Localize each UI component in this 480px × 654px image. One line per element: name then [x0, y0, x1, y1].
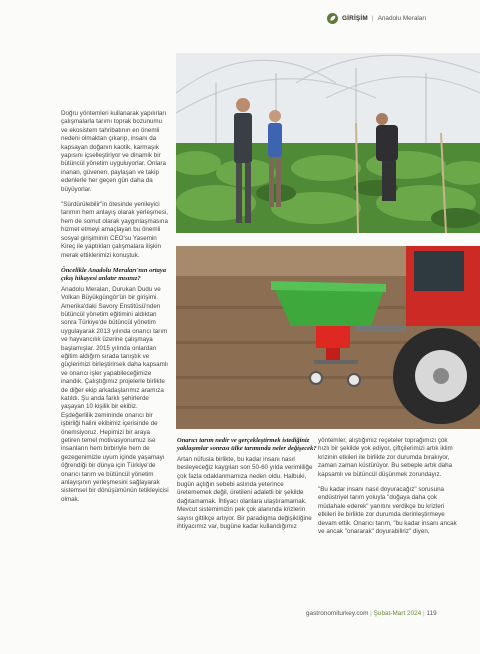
- interview-question: Öncelikle Anadolu Meraları'nın ortaya çıkış hikayesi anlatır mısınız?: [61, 266, 167, 283]
- greenhouse-photo: [176, 53, 480, 233]
- text-column-3: [318, 437, 460, 543]
- interview-answer: Artan nüfusla birlikte, bu kadar insanı nasıl besleyeceğiz kaygıları son 50-60 yılda verimliliğe çok fazla odaklanmamıza neden oldu. Halbuki, bugün açlığın sebebi aslında yeterince üretememek değil, üretileni adaletli bir şekilde dağıtamamak. İhtiyacı olanlara ulaştıramamak. Mevcut sistemimizin pek çok alanında krizlerin sayısı gittikçe artıyor. Bir paradigma değişikliğine ihtiyacımız var, bugüne kadar kullandığımız: [177, 455, 313, 531]
- text-column-2: [177, 437, 317, 538]
- page-footer: [306, 610, 437, 617]
- website-label: gastronomiturkey.com: [306, 610, 369, 617]
- section-subtitle: Anadolu Meraları: [377, 14, 427, 22]
- text-column-1: [61, 110, 169, 511]
- leaf-icon: [327, 13, 338, 24]
- interview-answer: Anadolu Meraları, Durukan Dudu ve Volkan Büyükgüngör'ün bir girişimi. Amerika'daki Savory Enstitüsü'nden bütüncül yönetim eğitimini aldıktan sonra Türkiye'de bütüncül yönetim uygulayarak 2013 yılında onarıcı tarım ve hayvancılık üzerine çalışmaya başlamışlar. 2015 yılında onlardan eğitim aldığım sırada tanıştık ve güçlerimizi birleştirirsek daha kapsamlı ve onarıcı işler yapabileceğimize inandık. Çalıştığımız projelerle birlikte de diğer ekip arkadaşlarımız aramıza katıldı. Şu anda farklı şehirlerde yaşayan 10 kişilik bir ekibiz. Eşdeğerlilik zemininde onarıcı bir işbirliği halini ekibimiz içerisinde de önemsiyoruz. Hepimizi bir araya getiren temel motivasyonumuz ise insanların hem birbiriyle hem de gezegenimizle uyum içinde yaşamayı öğrendiği bir dünya için Türkiye'de onarıcı tarım ve bütüncül yönetim anlayışının yerleşmesini sağlayarak sistemsel bir dönüşümünün tetikleyicisi olmak.: [61, 285, 169, 503]
- body-paragraph: yöntemler, alıştığımız reçeteler toprağımızı çok hızlı bir şekilde yok ediyor, çiftçilerimizi artık iklim krizinin etkileri ile birlikte zor durumda bırakıyor, zaman zaman küstürüyor. Bu sebeple artık daha kapsamlı ve bütüncül düşünmek zorundayız.: [318, 437, 453, 478]
- body-paragraph: "Bu kadar insanı nasıl doyuracağız" sorusuna endüstriyel tarım yoluyla "doğaya daha çok müdahale ederek" yanıtını verdikçe bu krizleri etkileri ile birlikte zor durumda derinleştirmeye devam ettik. Onarıcı tarım, "bu kadar insanı ancak ve ancak "onararak" doyurabiliriz" diyen,: [318, 486, 457, 536]
- footer-separator: |: [370, 610, 372, 617]
- issue-label: Şubat-Mart 2024: [373, 610, 422, 617]
- header-separator: |: [371, 14, 374, 22]
- interview-question: Onarıcı tarım nedir ve gerçekleştirmek istediğiniz yaklaşımlar sonrası ülke tarımında neler değişecek?: [177, 437, 317, 453]
- page-header: [327, 12, 426, 24]
- tractor-spreader-photo: [176, 246, 480, 429]
- intro-paragraph: "Sürdürülebilir"in ötesinde yenileyici tarımın hem anlayış olarak yerleşmesi, hem de somut olarak yaygınlaşmasına hizmet etmeyi amaçlayan bu önemli sosyal girişiminin CEO'su Yasemin Kireç ile yaptıkları çalışmalara ilişkin merak ettiklerimizi konuştuk.: [61, 201, 168, 259]
- section-title: GİRİŞİM: [342, 14, 368, 22]
- page-number: 119: [426, 610, 437, 617]
- intro-paragraph: Doğru yöntemleri kullanarak yapılırları çalışmalarla tarımı toprak bozunumu ve ekosistem tahribatının en önemli nedeni olmaktan çıkarıp, insanı da kapsayan doğanın kaotik, karmaşık yapısını içselleştiriyor ve dinamik bir bütüncül yönetim uyguluyorlar. Onlara inanan, güvenen, paylaşan ve takip edenlerle her geçen gün daha da büyüyorlar.: [61, 110, 167, 193]
- footer-separator: |: [423, 610, 425, 617]
